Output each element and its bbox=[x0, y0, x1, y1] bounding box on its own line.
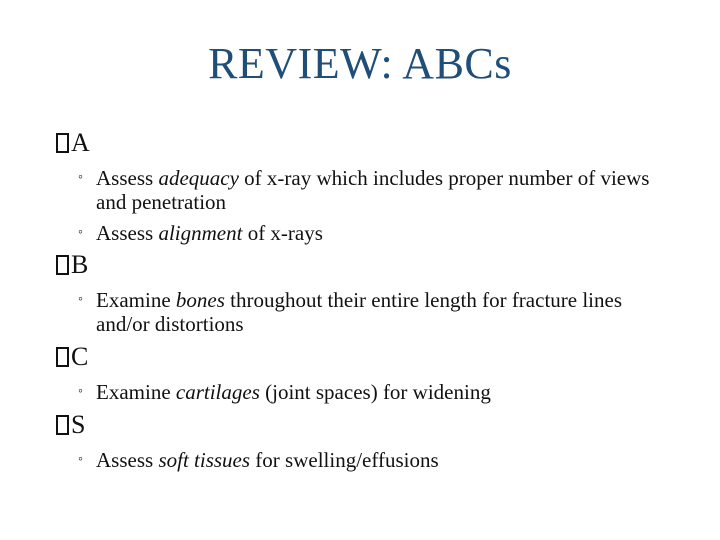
list-item bbox=[78, 380, 658, 404]
hollow-bullet-icon: ◦ bbox=[78, 452, 83, 467]
checkbox-glyph-icon bbox=[56, 415, 69, 435]
list-item-text: Assess adequacy of x-ray which includes proper number of views and penetration bbox=[96, 166, 650, 214]
list-item bbox=[78, 221, 658, 245]
list-item bbox=[78, 288, 658, 336]
list-item-text: Assess alignment of x-rays bbox=[96, 221, 323, 245]
section-heading-a bbox=[56, 128, 90, 158]
section-heading-s bbox=[56, 410, 85, 440]
section-letter: S bbox=[71, 410, 86, 439]
section-letter: A bbox=[71, 128, 90, 157]
hollow-bullet-icon: ◦ bbox=[78, 384, 83, 399]
checkbox-glyph-icon bbox=[56, 347, 69, 367]
list-item-text: Examine cartilages (joint spaces) for widening bbox=[96, 380, 491, 404]
list-item-text: Assess soft tissues for swelling/effusions bbox=[96, 448, 439, 472]
list-item bbox=[78, 448, 658, 472]
section-heading-b bbox=[56, 250, 88, 280]
list-item bbox=[78, 166, 658, 214]
list-item-text: Examine bones throughout their entire length for fracture lines and/or distortions bbox=[96, 288, 623, 336]
checkbox-glyph-icon bbox=[56, 255, 69, 275]
hollow-bullet-icon: ◦ bbox=[78, 292, 83, 307]
hollow-bullet-icon: ◦ bbox=[78, 170, 83, 185]
hollow-bullet-icon: ◦ bbox=[78, 225, 83, 240]
section-letter: B bbox=[71, 250, 89, 279]
checkbox-glyph-icon bbox=[56, 133, 69, 153]
section-heading-c bbox=[56, 342, 88, 372]
section-letter: C bbox=[71, 342, 89, 371]
slide-title: REVIEW: ABCs bbox=[208, 39, 512, 88]
